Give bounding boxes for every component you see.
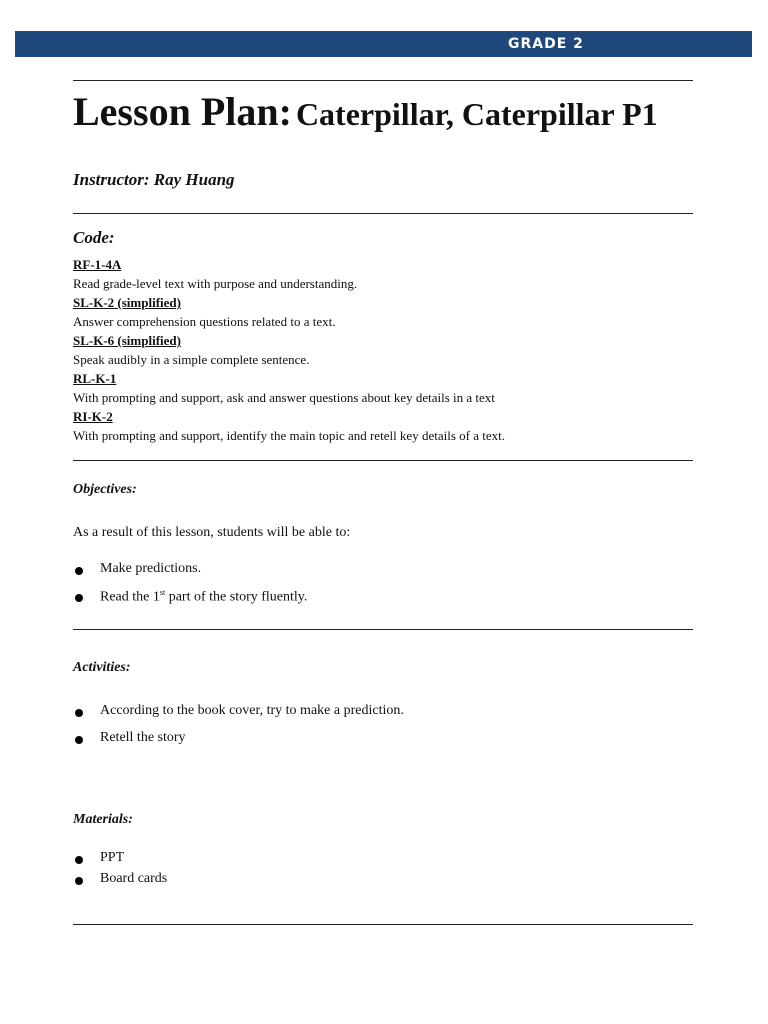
code-id: SL-K-6 (simplified) <box>73 333 181 348</box>
ordinal-suffix: st <box>159 588 166 597</box>
code-item <box>73 408 693 446</box>
list-item <box>73 561 307 588</box>
code-description: Speak audibly in a simple complete sentence. <box>73 352 310 367</box>
code-id: RI-K-2 <box>73 409 113 424</box>
activity-text: Retell the story <box>100 730 186 745</box>
code-description: With prompting and support, identify the main topic and retell key details of a text. <box>73 428 505 443</box>
material-text: Board cards <box>100 871 168 886</box>
objectives-intro: As a result of this lesson, students will be able to: <box>73 525 351 540</box>
activity-text: According to the book cover, try to make a prediction. <box>100 703 404 718</box>
instructor-line: Instructor: Ray Huang <box>73 170 235 189</box>
list-item <box>73 871 167 892</box>
activities-list <box>73 703 404 757</box>
code-id: SL-K-2 (simplified) <box>73 295 181 310</box>
material-text: PPT <box>100 850 125 865</box>
code-item <box>73 332 693 370</box>
code-id: RL-K-1 <box>73 371 117 386</box>
divider <box>73 924 693 925</box>
code-list <box>73 256 693 446</box>
objectives-heading: Objectives: <box>73 482 137 497</box>
list-item <box>73 850 167 871</box>
activities-heading: Activities: <box>73 660 131 675</box>
divider <box>73 629 693 630</box>
objective-text: Make predictions. <box>100 561 202 576</box>
code-heading: Code: <box>73 228 115 247</box>
materials-heading: Materials: <box>73 812 133 827</box>
divider <box>73 213 693 214</box>
code-id: RF-1-4A <box>73 257 122 272</box>
grade-banner <box>15 31 752 57</box>
code-description: Answer comprehension questions related to a text. <box>73 314 336 329</box>
lesson-name: Caterpillar, Caterpillar P1 <box>295 96 658 132</box>
page-title <box>73 88 658 135</box>
list-item <box>73 588 307 615</box>
title-prefix: Lesson Plan: <box>73 89 292 134</box>
list-item <box>73 703 404 730</box>
objectives-list <box>73 561 307 615</box>
code-description: Read grade-level text with purpose and understanding. <box>73 276 358 291</box>
code-item <box>73 294 693 332</box>
grade-label: GRADE 2 <box>508 36 584 52</box>
list-item <box>73 730 404 757</box>
code-item <box>73 256 693 294</box>
code-description: With prompting and support, ask and answer questions about key details in a text <box>73 390 495 405</box>
divider <box>73 460 693 461</box>
objective-text-start: Read the 1 <box>100 589 160 605</box>
objective-text-end: part of the story fluently. <box>165 589 308 605</box>
materials-list <box>73 850 167 892</box>
divider <box>73 80 693 81</box>
code-item <box>73 370 693 408</box>
